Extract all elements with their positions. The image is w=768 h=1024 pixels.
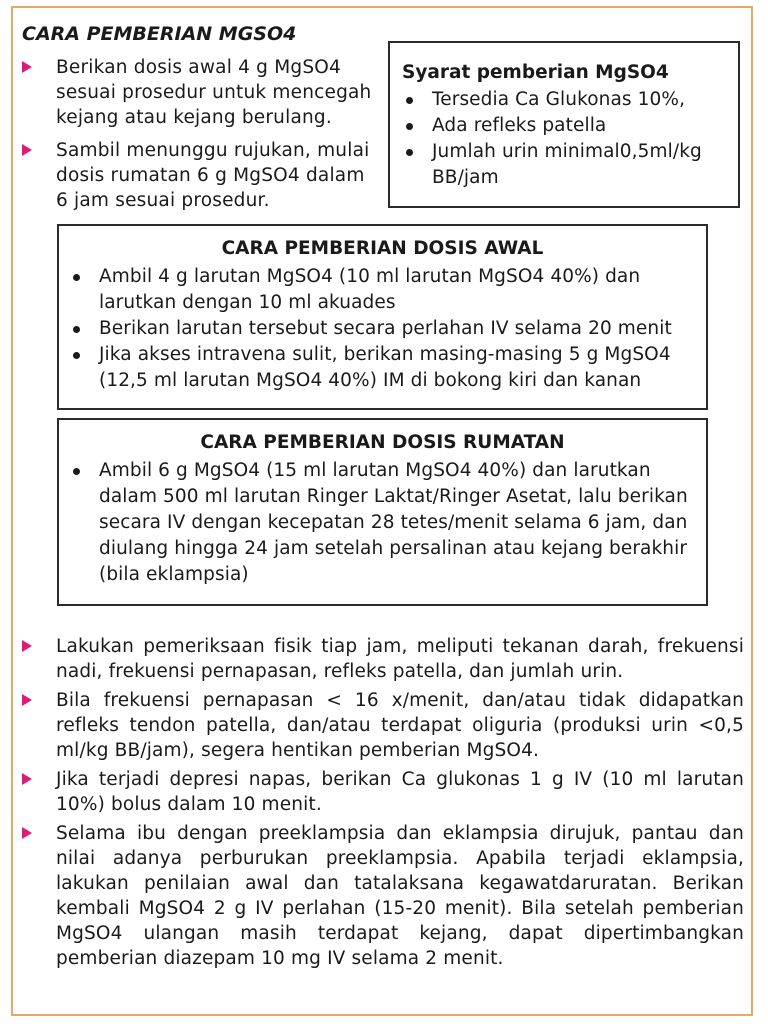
bullet-dot-icon	[406, 97, 413, 104]
dosis-awal-item-text: Ambil 4 g larutan MgSO4 (10 ml larutan MgSO4 40%) dan larutkan dengan 10 ml akuades	[99, 266, 641, 313]
monitoring-item-text: Selama ibu dengan preeklampsia dan eklampsia dirujuk, pantau dan nilai adanya perburukan preeklampsia. Apabila terjadi eklampsia, lakukan penilaian awal dan tatalaksana kegawatdaruratan. Berikan kembali MgSO4 2 g IV perlahan (15-20 menit). Bila setelah pemberian MgSO4 ulangan masih terdapat kejang, dapat dipertimbangkan pemberian diazepam 10 mg IV selama 2 menit.	[56, 823, 744, 969]
list-item	[22, 138, 374, 213]
syarat-list	[402, 87, 726, 191]
intro-list	[22, 55, 374, 221]
list-item	[69, 316, 696, 342]
list-item	[402, 87, 726, 113]
bullet-dot-icon	[406, 149, 413, 156]
list-item	[22, 55, 374, 130]
bullet-dot-icon	[73, 352, 80, 359]
syarat-box	[388, 41, 740, 208]
syarat-title: Syarat pemberian MgSO4	[402, 62, 669, 83]
syarat-item-text: Jumlah urin minimal0,5ml/kg BB/jam	[432, 141, 702, 188]
page-title: CARA PEMBERIAN MGSO4	[22, 23, 297, 45]
bullet-dot-icon	[73, 326, 80, 333]
dosis-awal-item-text: Jika akses intravena sulit, berikan masing-masing 5 g MgSO4 (12,5 ml larutan MgSO4 40%) IM di bokong kiri dan kanan	[99, 344, 671, 391]
dosis-rumatan-title: CARA PEMBERIAN DOSIS RUMATAN	[200, 432, 565, 453]
list-item	[22, 821, 744, 971]
monitoring-item-text: Bila frekuensi pernapasan < 16 x/menit, dan/atau tidak didapatkan refleks tendon patella, dan/atau terdapat oliguria (produksi urin <0,5 ml/kg BB/jam), segera hentikan pemberian MgSO4.	[56, 690, 744, 761]
monitoring-list	[22, 634, 744, 975]
dosis-awal-box	[57, 224, 708, 410]
list-item	[402, 139, 726, 191]
arrow-bullet-icon	[22, 827, 32, 839]
bullet-dot-icon	[73, 274, 80, 281]
arrow-bullet-icon	[22, 144, 32, 156]
dosis-rumatan-list	[69, 458, 696, 588]
dosis-rumatan-item-text: Ambil 6 g MgSO4 (15 ml larutan MgSO4 40%) dan larutkan dalam 500 ml larutan Ringer Laktat/Ringer Asetat, lalu berikan secara IV dengan kecepatan 28 tetes/menit selama 6 jam, dan diulang hingga 24 jam setelah persalinan atau kejang berakhir (bila eklampsia)	[99, 460, 688, 585]
intro-item-text: Sambil menunggu rujukan, mulai dosis rumatan 6 g MgSO4 dalam 6 jam sesuai prosedur.	[56, 140, 370, 211]
dosis-awal-title: CARA PEMBERIAN DOSIS AWAL	[221, 238, 544, 259]
list-item	[22, 688, 744, 763]
list-item	[22, 634, 744, 684]
syarat-item-text: Ada refleks patella	[432, 115, 607, 136]
list-item	[69, 458, 696, 588]
bullet-dot-icon	[406, 123, 413, 130]
arrow-bullet-icon	[22, 61, 32, 73]
syarat-item-text: Tersedia Ca Glukonas 10%,	[432, 89, 686, 110]
dosis-awal-list	[69, 264, 696, 394]
bullet-dot-icon	[73, 468, 80, 475]
arrow-bullet-icon	[22, 694, 32, 706]
monitoring-item-text: Jika terjadi depresi napas, berikan Ca glukonas 1 g IV (10 ml larutan 10%) bolus dalam 10 menit.	[56, 769, 744, 815]
monitoring-item-text: Lakukan pemeriksaan fisik tiap jam, meliputi tekanan darah, frekuensi nadi, frekuensi pernapasan, refleks patella, dan jumlah urin.	[56, 636, 744, 682]
arrow-bullet-icon	[22, 640, 32, 652]
arrow-bullet-icon	[22, 773, 32, 785]
list-item	[69, 264, 696, 316]
intro-item-text: Berikan dosis awal 4 g MgSO4 sesuai prosedur untuk mencegah kejang atau kejang berulang.	[56, 57, 372, 128]
dosis-rumatan-box	[57, 418, 708, 606]
list-item	[22, 767, 744, 817]
list-item	[69, 342, 696, 394]
list-item	[402, 113, 726, 139]
dosis-awal-item-text: Berikan larutan tersebut secara perlahan IV selama 20 menit	[99, 318, 672, 339]
